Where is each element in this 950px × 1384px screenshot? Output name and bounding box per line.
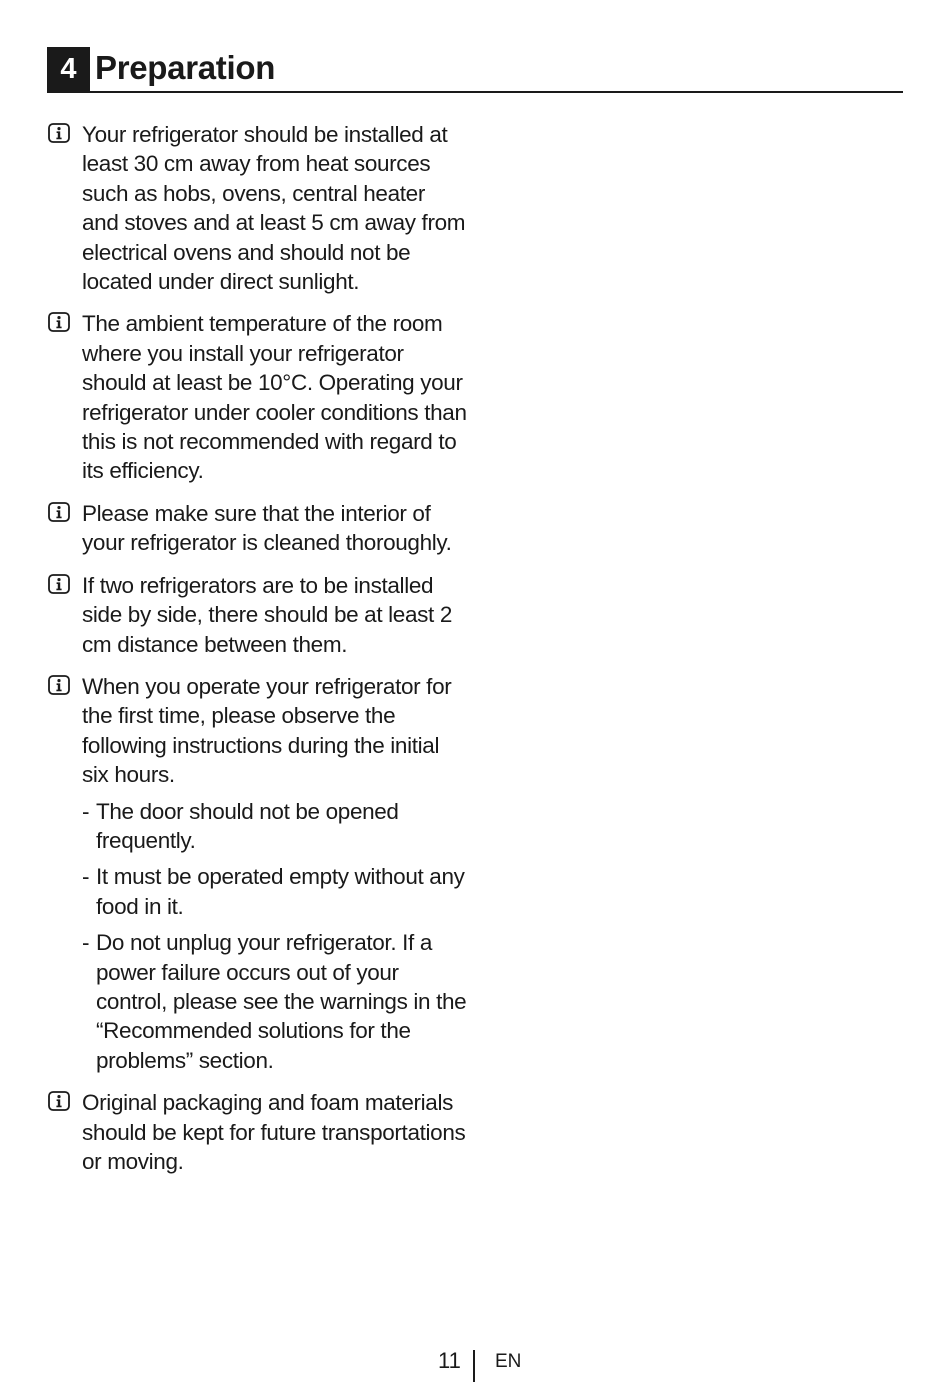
note-text: If two refrigerators are to be installed side by side, there should be at least 2 cm distance between them. xyxy=(82,572,452,657)
dash-bullet: - xyxy=(82,864,90,890)
section-header xyxy=(47,47,903,93)
note-item xyxy=(47,1088,467,1176)
note-text: The ambient temperature of the room where you install your refrigerator should at least be 10°C. Operating your refrigerator under cooler conditions than this is not recommended with regard to its efficiency. xyxy=(82,311,467,484)
sub-list-item xyxy=(82,797,467,856)
notes-list xyxy=(47,120,467,1189)
note-item xyxy=(47,309,467,485)
dash-bullet: - xyxy=(82,930,90,956)
language-code: EN xyxy=(495,1351,522,1372)
sub-item-text: Do not unplug your refrigerator. If a power failure occurs out of your control, please see the warnings in the “Recommended solutions for the problems” section. xyxy=(96,930,467,1073)
sub-item-text: The door should not be opened frequently. xyxy=(96,798,399,853)
info-icon xyxy=(48,1091,70,1111)
sub-list xyxy=(82,797,467,1076)
sub-item-text: It must be operated empty without any food in it. xyxy=(96,864,465,919)
info-icon xyxy=(48,574,70,594)
page-title: Preparation xyxy=(95,49,276,86)
note-item xyxy=(47,672,467,1075)
note-item xyxy=(47,120,467,296)
note-item xyxy=(47,499,467,558)
info-icon xyxy=(48,312,70,332)
info-icon xyxy=(48,123,70,143)
note-text: Please make sure that the interior of your refrigerator is cleaned thoroughly. xyxy=(82,500,452,556)
note-item xyxy=(47,571,467,659)
page-footer xyxy=(0,1344,950,1384)
note-text: Original packaging and foam materials should be kept for future transportations or moving. xyxy=(82,1090,466,1174)
info-icon xyxy=(48,675,70,695)
sub-list-item xyxy=(82,862,467,921)
section-number: 4 xyxy=(47,47,90,91)
sub-list-item xyxy=(82,928,467,1075)
note-text: Your refrigerator should be installed at least 30 cm away from heat sources such as hobs, ovens, central heater and stoves and at least 5 cm away from electrical ovens and should not be located under direct sunlight. xyxy=(82,122,466,295)
info-icon xyxy=(48,502,70,522)
page-number: 11 xyxy=(438,1348,461,1373)
dash-bullet: - xyxy=(82,798,90,824)
footer-divider xyxy=(473,1350,475,1382)
note-text: When you operate your refrigerator for the first time, please observe the following instructions during the initial six hours. xyxy=(82,673,452,788)
